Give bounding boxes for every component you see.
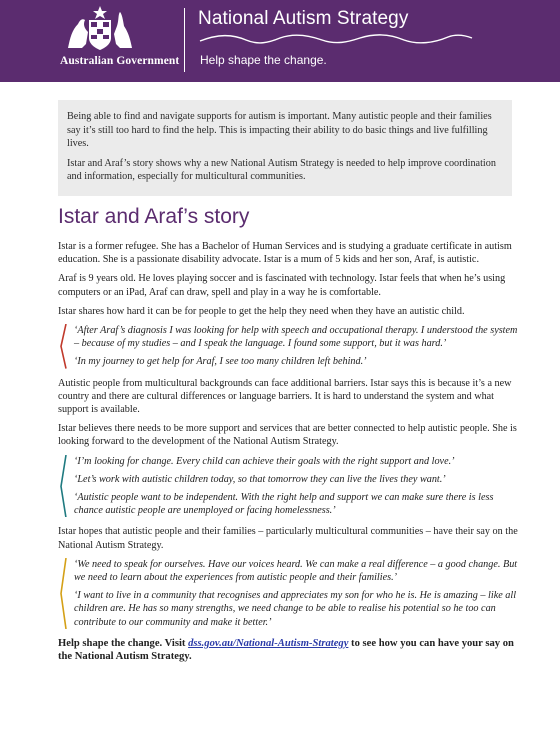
cta-lead: Help shape the change. Visit xyxy=(58,637,189,649)
intro-paragraph: Being able to find and navigate supports for autism is important. Many autistic people and their families say it’s still too hard to find the help. This is impacting their ability to do basic things and live fulfilling lives. xyxy=(67,111,492,149)
quote-bracket-icon xyxy=(58,455,68,518)
quote-bracket-icon xyxy=(58,324,68,369)
quote-block-teal xyxy=(58,455,520,518)
story-paragraph: Istar believes there needs to be more support and services that are better connected to help autistic people. She is looking forward to the development of the National Autism Strategy. xyxy=(58,423,517,448)
header-divider xyxy=(184,8,185,72)
quote: ‘I’m looking for change. Every child can achieve their goals with the right support and love.’ xyxy=(74,455,455,467)
cta-tail: to see how you can have your say on the National Autism Strategy. xyxy=(58,637,514,663)
story-content xyxy=(58,240,520,664)
quote-block-gold xyxy=(58,558,520,629)
quote: ‘After Araf’s diagnosis I was looking for help with speech and occupational therapy. I understood the system – because of my studies – and I speak the language. I found some support, but it was hard.’ xyxy=(74,325,518,350)
quote: ‘I want to live in a community that recognises and appreciates my son for who he is. He is amazing – like all children are. He has so many strengths, we need change to be able to realise his potential so he too can contribute to our community and make it better.’ xyxy=(74,590,517,628)
story-paragraph: Istar is a former refugee. She has a Bachelor of Human Services and is studying a graduate certificate in autism education. She is a passionate disability advocate. Istar is a mum of 5 kids and her son, Araf, is autistic. xyxy=(58,241,512,266)
strategy-link[interactable]: dss.gov.au/National-Autism-Strategy xyxy=(188,637,349,649)
header-tagline: Help shape the change. xyxy=(200,53,327,67)
wave-line-icon xyxy=(198,32,474,46)
story-paragraph: Araf is 9 years old. He loves playing soccer and is fascinated with technology. Istar feels that when he’s using computers or an iPad, Araf can draw, spell and play in a way he is comfortable. xyxy=(58,273,506,298)
story-title: Istar and Araf’s story xyxy=(58,205,250,228)
coat-of-arms-icon xyxy=(62,4,138,54)
quote: ‘We need to speak for ourselves. Have our voices heard. We can make a real difference – a good change. But we need to learn about the experiences from autistic people and their families.’ xyxy=(74,558,518,584)
government-label: Australian Government xyxy=(60,55,180,67)
intro-box xyxy=(58,100,512,196)
story-paragraph: Istar hopes that autistic people and their families – particularly multicultural communities – have their say on the National Autism Strategy. xyxy=(58,526,518,551)
quote: ‘In my journey to get help for Araf, I see too many children left behind.’ xyxy=(74,356,367,368)
quote-block-red xyxy=(58,324,520,369)
quote: ‘Let’s work with autistic children today, so that tomorrow they can live the lives they want.’ xyxy=(74,473,446,485)
call-to-action xyxy=(58,637,520,664)
quote-bracket-icon xyxy=(58,558,68,629)
story-paragraph: Autistic people from multicultural backgrounds can face additional barriers. Istar says this is because it’s a new country and there are cultural differences or language barriers. It is hard to understand the system and what support is available. xyxy=(58,377,512,416)
story-paragraph: Istar shares how hard it can be for people to get the help they need when they have an autistic child. xyxy=(58,305,465,317)
strategy-title: National Autism Strategy xyxy=(198,8,409,29)
quote: ‘Autistic people want to be independent. With the right help and support we can make sure there is less chance autistic people are unemployed or facing homelessness.’ xyxy=(74,492,494,517)
page-header xyxy=(0,0,560,82)
intro-paragraph: Istar and Araf’s story shows why a new National Autism Strategy is needed to help improve coordination and information, especially for multicultural communities. xyxy=(67,157,496,182)
